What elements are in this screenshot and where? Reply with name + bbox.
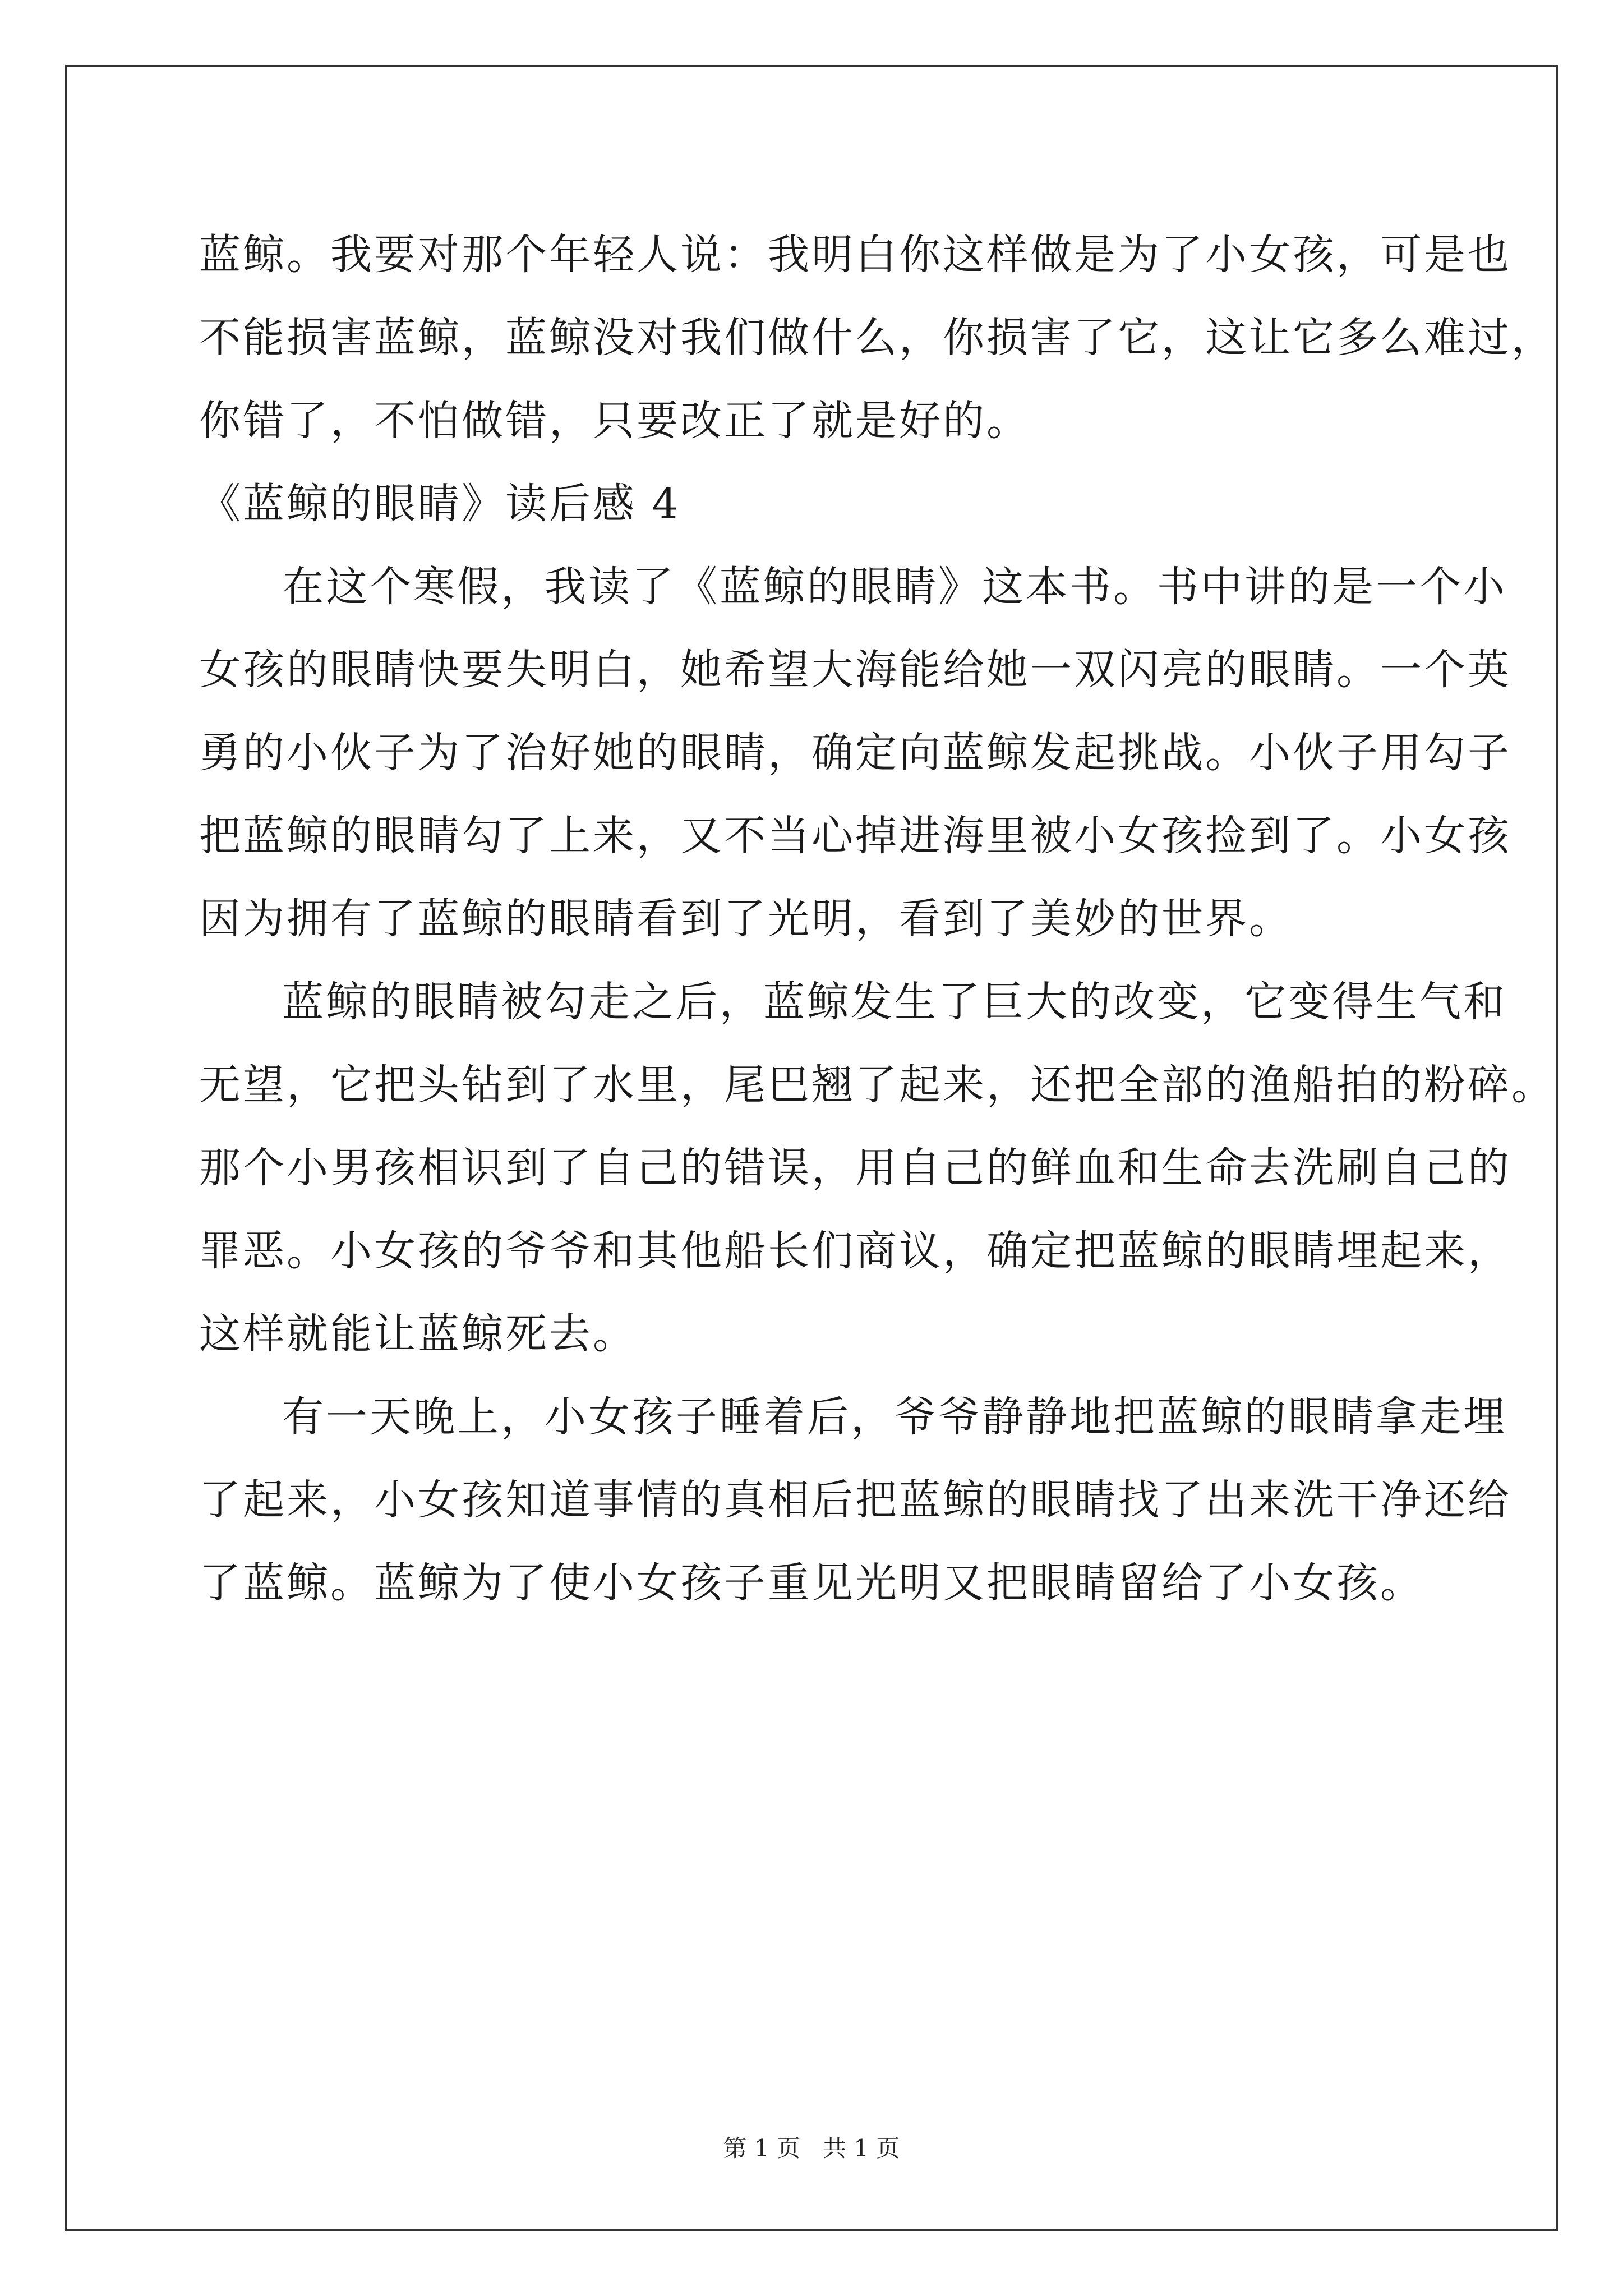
section-heading: 《蓝鲸的眼睛》读后感 4 <box>199 480 681 528</box>
text-line: 罪恶。小女孩的爷爷和其他船长们商议，确定把蓝鲸的眼睛埋起来， <box>199 1227 1511 1275</box>
text-line: 因为拥有了蓝鲸的眼睛看到了光明，看到了美妙的世界。 <box>199 895 1293 943</box>
text-line: 勇的小伙子为了治好她的眼睛，确定向蓝鲸发起挑战。小伙子用勾子 <box>199 729 1511 777</box>
text-line: 这样就能让蓝鲸死去。 <box>199 1310 637 1358</box>
text-line: 蓝鲸的眼睛被勾走之后，蓝鲸发生了巨大的改变，它变得生气和 <box>282 978 1507 1026</box>
text-line: 了起来，小女孩知道事情的真相后把蓝鲸的眼睛找了出来洗干净还给 <box>199 1476 1511 1524</box>
text-line: 不能损害蓝鲸，蓝鲸没对我们做什么，你损害了它，这让它多么难过， <box>199 314 1555 362</box>
page-number: 第 1 页 <box>723 2134 800 2162</box>
text-line: 那个小男孩相识到了自己的错误，用自己的鲜血和生命去洗刷自己的 <box>199 1144 1511 1192</box>
page-total: 共 1 页 <box>823 2134 900 2162</box>
text-line: 你错了，不怕做错，只要改正了就是好的。 <box>199 397 1030 445</box>
text-line: 无望，它把头钻到了水里，尾巴翘了起来，还把全部的渔船拍的粉碎。 <box>199 1061 1555 1109</box>
text-line: 在这个寒假，我读了《蓝鲸的眼睛》这本书。书中讲的是一个小 <box>282 563 1507 611</box>
page-footer <box>0 2132 1623 2165</box>
text-line: 女孩的眼睛快要失明白，她希望大海能给她一双闪亮的眼睛。一个英 <box>199 646 1511 694</box>
text-line: 把蓝鲸的眼睛勾了上来，又不当心掉进海里被小女孩捡到了。小女孩 <box>199 812 1511 860</box>
document-body <box>199 213 1555 1625</box>
text-line: 有一天晚上，小女孩子睡着后，爷爷静静地把蓝鲸的眼睛拿走埋 <box>282 1393 1507 1441</box>
text-line: 蓝鲸。我要对那个年轻人说：我明白你这样做是为了小女孩，可是也 <box>199 231 1511 279</box>
text-line: 了蓝鲸。蓝鲸为了使小女孩子重见光明又把眼睛留给了小女孩。 <box>199 1559 1424 1607</box>
